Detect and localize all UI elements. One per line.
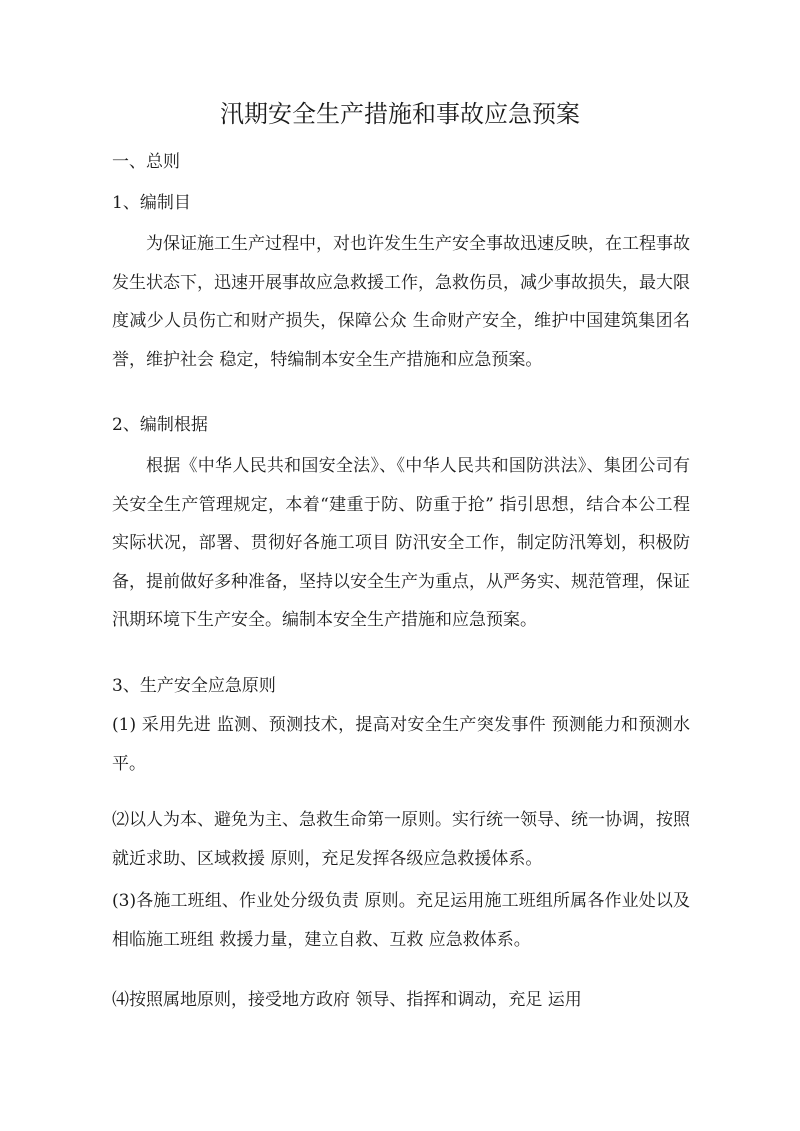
paragraph-purpose: 为保证施工生产过程中，对也许发生生产安全事故迅速反映，在工程事故发生状态下，迅速开展事故应急救援工作，急救伤员，减少事故损失，最大限度减少人员伤亡和财产损失，保障公众 生命财产安全，维护中国建筑集团名誉，维护社会 稳定，特编制本安全生产措施和应急预案。 [112,234,690,370]
principle-item-1: (1) 采用先进 监测、预测技术，提高对安全生产突发事件 预测能力和预测水平。 [112,715,690,774]
subsection-heading-purpose: 1、编制目 [112,193,191,213]
paragraph-basis: 根据《中华人民共和国安全法》、《中华人民共和国防洪法》、集团公司有关安全生产管理规定，本着“建重于防、防重于抢” 指引思想，结合本公工程 实际状况，部署、贯彻好各施工项目 防汛安全工作，制定防汛筹划，积极防备，提前做好多种准备，坚持以安全生产为重点，从严务实、规范管理，保证汛期环境下生产安全。编制本安全生产措施和应急预案。 [112,456,690,630]
subsection-heading-principles: 3、生产安全应急原则 [112,676,276,696]
principle-item-4: ⑷按照属地原则，接受地方政府 领导、指挥和调动，充足 运用 [112,990,582,1010]
section-heading-general: 一、总则 [112,152,180,172]
document-title: 汛期安全生产措施和事故应急预案 [220,100,580,128]
principle-item-3: (3)各施工班组、作业处分级负责 原则。充足运用施工班组所属各作业处以及相临施工班组 救援力量，建立自救、互救 应急救体系。 [112,891,690,950]
principle-item-2: ⑵以人为本、避免为主、急救生命第一原则。实行统一领导、统一协调，按照就近求助、区域救援 原则，充足发挥各级应急救援体系。 [112,810,690,869]
subsection-heading-basis: 2、编制根据 [112,415,208,435]
